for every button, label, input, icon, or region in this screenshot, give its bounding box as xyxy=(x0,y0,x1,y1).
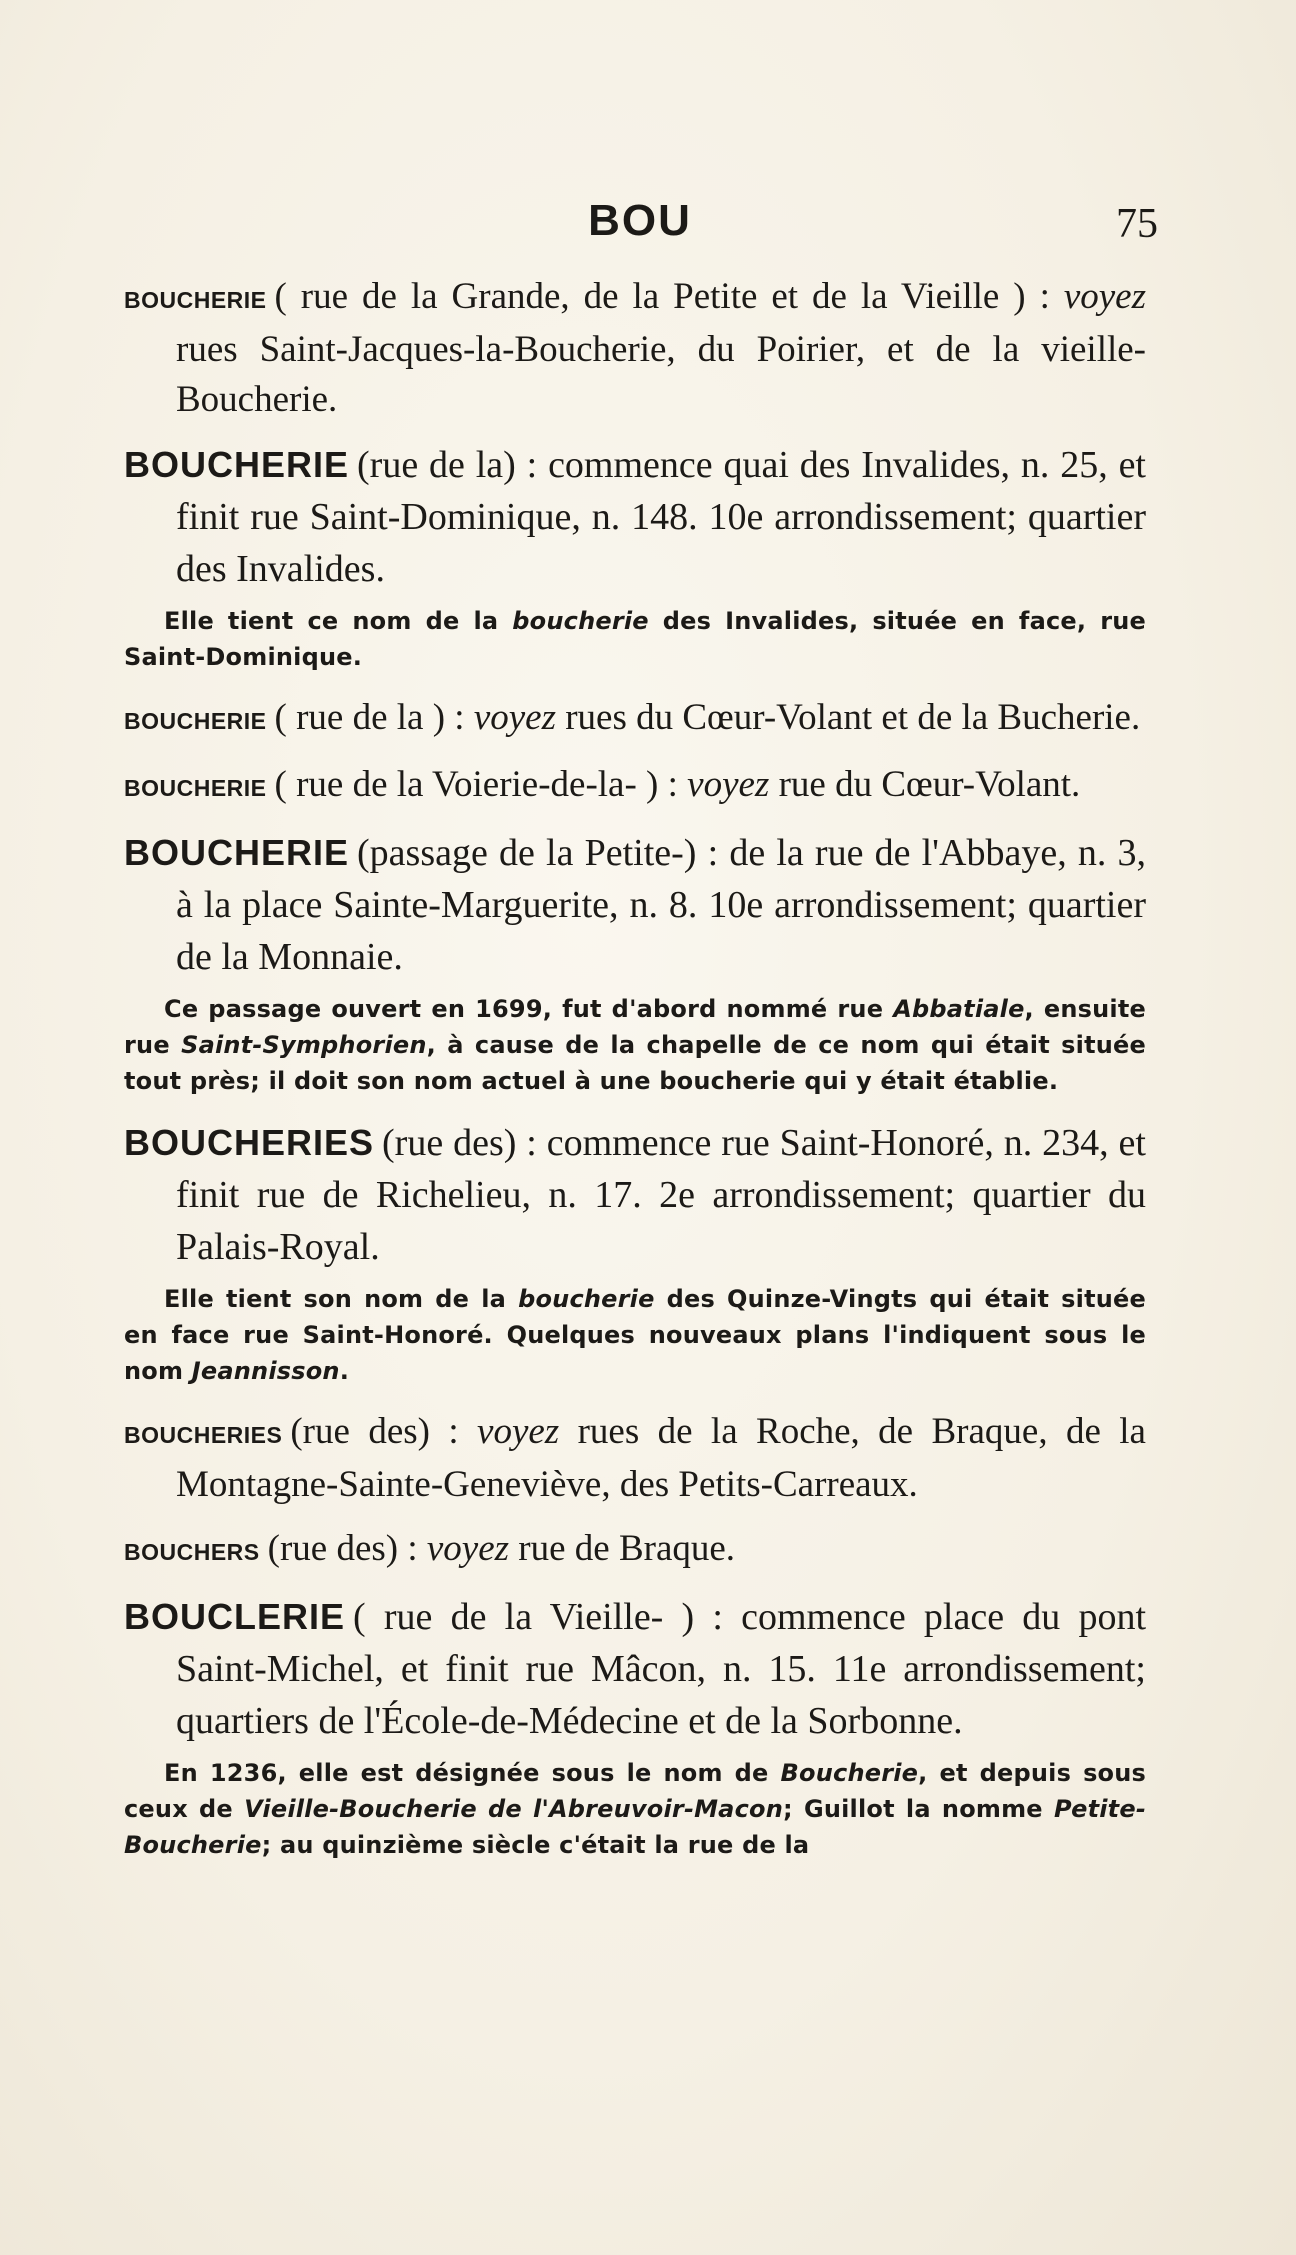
entry-text: rue de Braque. xyxy=(509,1528,736,1569)
note-text: , et depuis sous ceux de xyxy=(124,1759,1147,1823)
cross-ref-voyez: voyez xyxy=(473,697,556,738)
entry-text: rues du Cœur-Volant et de la Bucherie. xyxy=(555,697,1141,738)
headword: BOUCHERIE xyxy=(124,832,350,873)
entry-boucherie-grande xyxy=(124,272,1146,425)
note-italic: boucherie xyxy=(518,1285,655,1313)
headword: BOUCHERIES xyxy=(124,1422,283,1448)
note-italic: Saint-Symphorien xyxy=(181,1031,427,1059)
entry-text: (rue des) : commence rue Saint-Honoré, n. 234, et finit rue de Richelieu, n. 17. 2e arrondissement; quartier du Palais-Royal. xyxy=(176,1122,1146,1268)
entry-text: rue du Cœur-Volant. xyxy=(769,764,1081,805)
entry-boucherie-passage xyxy=(124,827,1146,983)
note-text: ; au quinzième siècle c'était la rue de la xyxy=(261,1831,810,1859)
page-header xyxy=(120,196,1160,256)
headword: BOUCHERIE xyxy=(124,444,350,485)
headword: BOUCHERIE xyxy=(124,287,267,313)
note-italic: Petite-Boucherie xyxy=(124,1795,1146,1859)
entry-text: (rue des) : xyxy=(290,1411,478,1452)
entry-text: ( rue de la ) : xyxy=(274,697,474,738)
note-italic: Abbatiale xyxy=(893,995,1025,1023)
dictionary-entries xyxy=(124,272,1146,1881)
entry-note xyxy=(124,1755,1146,1863)
note-text: ; Guillot la nomme xyxy=(782,1795,1054,1823)
running-head: BOU xyxy=(588,196,692,245)
note-text: , à cause de la chapelle de ce nom qui était située tout près; il doit son nom actuel à une boucherie qui y était établie. xyxy=(124,1031,1147,1095)
note-text: des Invalides, située en face, rue Saint-Dominique. xyxy=(124,607,1146,671)
entry-text: ( rue de la Vieille- ) : commence place du pont Saint-Michel, et finit rue Mâcon, n. 15. 11e arrondissement; quartiers de l'École-de-Médecine et de la Sorbonne. xyxy=(176,1596,1146,1742)
entry-text: rues de la Roche, de Braque, de la Montagne-Sainte-Geneviève, des Petits-Carreaux. xyxy=(176,1411,1146,1505)
entry-text: rues Saint-Jacques-la-Boucherie, du Poirier, et de la vieille-Boucherie. xyxy=(176,329,1146,420)
note-italic: Jeannisson xyxy=(191,1357,340,1385)
entry-note xyxy=(124,991,1146,1099)
entry-bouchers xyxy=(124,1524,1146,1577)
headword: BOUCLERIE xyxy=(124,1596,346,1637)
note-text: , ensuite rue xyxy=(124,995,1146,1059)
note-italic: Boucherie xyxy=(780,1759,919,1787)
entry-boucheries-roche xyxy=(124,1407,1146,1510)
entry-text: (passage de la Petite-) : de la rue de l'Abbaye, n. 3, à la place Sainte-Marguerite, n. 8. 10e arrondissement; quartier de la Monnaie. xyxy=(176,832,1146,978)
entry-text: (rue des) : xyxy=(267,1528,427,1569)
note-text: Elle tient ce nom de la xyxy=(164,607,513,635)
note-text: . xyxy=(339,1357,350,1385)
headword: BOUCHERIE xyxy=(124,708,267,734)
entry-note xyxy=(124,1281,1146,1389)
entry-boucheries-richelieu xyxy=(124,1117,1146,1273)
entry-text: ( rue de la Grande, de la Petite et de la Vieille ) : xyxy=(274,276,1064,317)
page-number: 75 xyxy=(1116,201,1158,247)
headword: BOUCHERIES xyxy=(124,1122,375,1163)
note-text: En 1236, elle est désignée sous le nom de xyxy=(164,1759,781,1787)
entry-boucherie-voierie xyxy=(124,760,1146,813)
note-italic: Vieille-Boucherie de l'Abreuvoir-Macon xyxy=(244,1795,783,1823)
headword: BOUCHERS xyxy=(124,1539,260,1565)
entry-boucherie-invalides xyxy=(124,439,1146,595)
entry-text: ( rue de la Voierie-de-la- ) : xyxy=(274,764,688,805)
note-text: des Quinze-Vingts qui était située en face rue Saint-Honoré. Quelques nouveaux plans l'indiquent sous le nom xyxy=(124,1285,1146,1385)
entry-bouclerie xyxy=(124,1591,1146,1747)
entry-note xyxy=(124,603,1146,675)
note-text: Elle tient son nom de la xyxy=(164,1285,519,1313)
entry-boucherie-coeur-volant xyxy=(124,693,1146,746)
headword: BOUCHERIE xyxy=(124,775,267,801)
cross-ref-voyez: voyez xyxy=(1063,276,1146,317)
entry-text: (rue de la) : commence quai des Invalides, n. 25, et finit rue Saint-Dominique, n. 148. 10e arrondissement; quartier des Invalides. xyxy=(176,444,1146,590)
note-text: Ce passage ouvert en 1699, fut d'abord nommé rue xyxy=(164,995,894,1023)
cross-ref-voyez: voyez xyxy=(426,1528,510,1569)
cross-ref-voyez: voyez xyxy=(477,1411,560,1452)
cross-ref-voyez: voyez xyxy=(687,764,770,805)
note-italic: boucherie xyxy=(512,607,649,635)
